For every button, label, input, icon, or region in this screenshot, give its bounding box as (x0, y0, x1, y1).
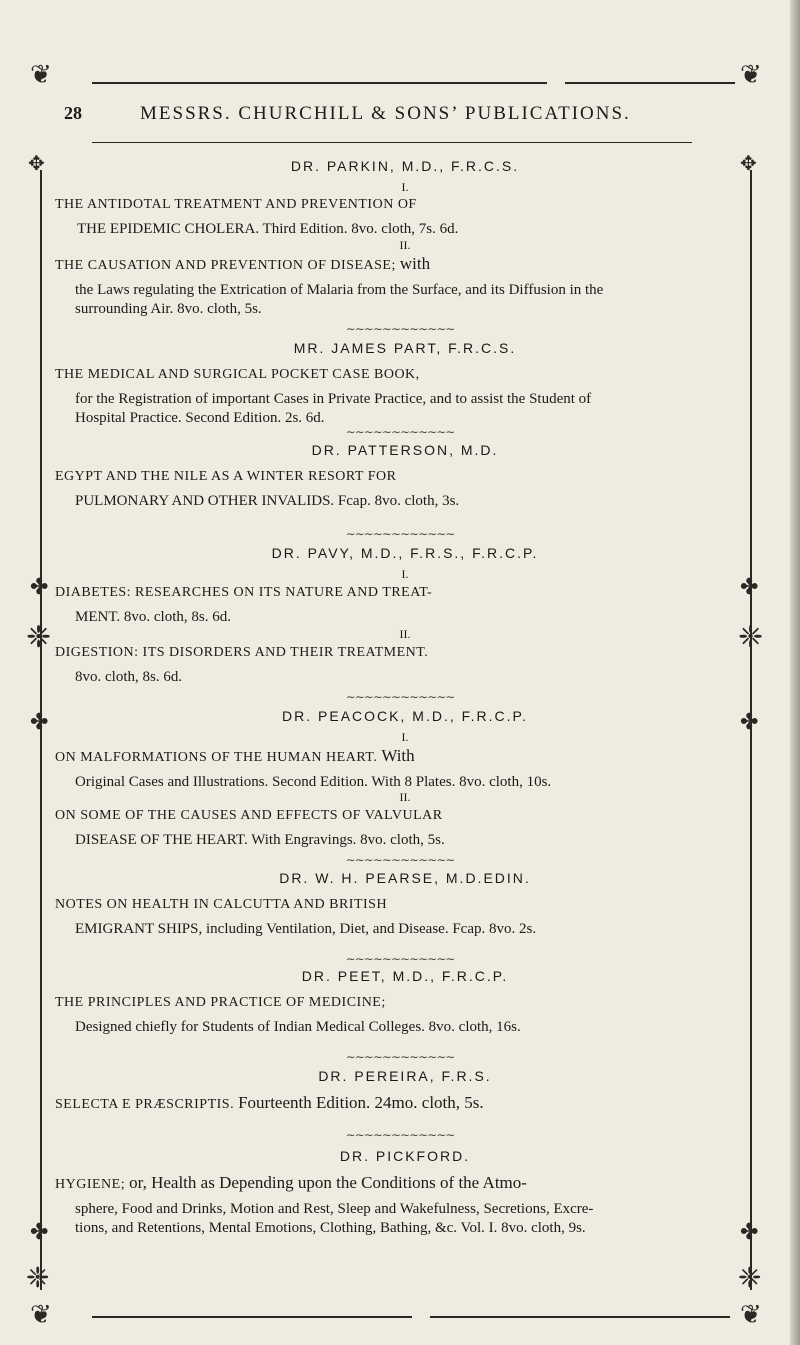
work-numeral: I. (401, 730, 409, 744)
section-separator: ∼∼∼∼∼∼∼∼∼∼∼∼ (345, 527, 455, 541)
work-title: THE PRINCIPLES AND PRACTICE OF MEDICINE; (55, 995, 386, 1010)
page-edge-shadow (790, 0, 800, 1345)
work-title: THE CAUSATION AND PREVENTION OF DISEASE; (55, 258, 396, 273)
author-heading: DR. PAVY, M.D., F.R.S., F.R.C.P. (271, 545, 539, 561)
work-title: EGYPT AND THE NILE AS A WINTER RESORT FOR (55, 469, 397, 484)
border-ornament-icon: ✤ (740, 1220, 759, 1245)
work-title-tail: or, Health as Depending upon the Conditions of the Atmo- (129, 1173, 527, 1192)
work-description: sphere, Food and Drinks, Motion and Rest, Sleep and Wakefulness, Secretions, Excre- (75, 1201, 594, 1217)
corner-ornament-icon: ❦ (740, 60, 762, 90)
section-separator: ∼∼∼∼∼∼∼∼∼∼∼∼ (345, 1128, 455, 1142)
work-description: DISEASE OF THE HEART. With Engravings. 8vo. cloth, 5s. (75, 832, 445, 848)
catalogue-entry (55, 462, 755, 511)
work-numeral: II. (399, 790, 411, 804)
work-description: 8vo. cloth, 8s. 6d. (75, 669, 183, 685)
work-title: DIGESTION: ITS DISORDERS AND THEIR TREATMENT. (55, 645, 429, 660)
work-title: THE MEDICAL AND SURGICAL POCKET CASE BOOK, (55, 367, 420, 382)
running-head: MESSRS. CHURCHILL & SONS’ PUBLICATIONS. (140, 103, 631, 124)
work-numeral: I. (401, 180, 409, 194)
catalogue-entry (55, 741, 755, 792)
section-separator: ∼∼∼∼∼∼∼∼∼∼∼∼ (345, 425, 455, 439)
bottom-border-rule (92, 1316, 412, 1318)
catalogue-entry (55, 360, 755, 428)
catalogue-entry (55, 1168, 755, 1238)
catalogue-entry (55, 890, 755, 939)
work-description: MENT. 8vo. cloth, 8s. 6d. (75, 609, 231, 625)
work-numeral: I. (401, 567, 409, 581)
catalogue-entry (55, 249, 755, 319)
catalogue-entry (55, 801, 755, 850)
border-ornament-icon: ✤ (740, 575, 759, 600)
section-separator: ∼∼∼∼∼∼∼∼∼∼∼∼ (345, 1050, 455, 1064)
section-separator: ∼∼∼∼∼∼∼∼∼∼∼∼ (345, 952, 455, 966)
catalogue-entry (55, 1088, 755, 1120)
section-separator: ∼∼∼∼∼∼∼∼∼∼∼∼ (345, 853, 455, 867)
border-ornament-icon: ✤ (740, 710, 759, 735)
work-title: HYGIENE; (55, 1177, 126, 1192)
work-title: THE ANTIDOTAL TREATMENT AND PREVENTION OF (55, 197, 417, 212)
work-title: NOTES ON HEALTH IN CALCUTTA AND BRITISH (55, 897, 388, 912)
catalogue-entry (55, 578, 755, 627)
author-heading: DR. PICKFORD. (339, 1148, 471, 1164)
work-numeral: II. (399, 627, 411, 641)
work-title: ON SOME OF THE CAUSES AND EFFECTS OF VALVULAR (55, 808, 443, 823)
corner-ornament-icon: ❦ (740, 1300, 762, 1330)
work-title: ON MALFORMATIONS OF THE HUMAN HEART. (55, 750, 378, 765)
author-heading: DR. PEET, M.D., F.R.C.P. (301, 968, 509, 984)
work-description: THE EPIDEMIC CHOLERA. Third Edition. 8vo. cloth, 7s. 6d. (77, 221, 459, 237)
bottom-border-rule (430, 1316, 730, 1318)
author-heading: DR. PARKIN, M.D., F.R.C.S. (290, 158, 520, 174)
author-heading: MR. JAMES PART, F.R.C.S. (293, 340, 517, 356)
work-description: EMIGRANT SHIPS, including Ventilation, Diet, and Disease. Fcap. 8vo. 2s. (75, 921, 537, 937)
section-separator: ∼∼∼∼∼∼∼∼∼∼∼∼ (345, 690, 455, 704)
catalogue-entry (55, 638, 755, 687)
work-description: for the Registration of important Cases in Private Practice, and to assist the Student of (75, 391, 592, 407)
author-heading: DR. PEACOCK, M.D., F.R.C.P. (282, 708, 528, 724)
page-header (60, 103, 750, 133)
border-ornament-icon: ✥ (28, 151, 45, 175)
catalogue-entry (55, 190, 755, 239)
work-description: the Laws regulating the Extrication of Malaria from the Surface, and its Diffusion in the (75, 282, 604, 298)
header-rule (92, 142, 692, 143)
section-separator: ∼∼∼∼∼∼∼∼∼∼∼∼ (345, 322, 455, 336)
work-title-tail: Fourteenth Edition. 24mo. cloth, 5s. (238, 1093, 484, 1112)
corner-ornament-icon: ❦ (30, 1300, 52, 1330)
corner-ornament-icon: ❦ (30, 60, 52, 90)
border-ornament-icon: ❈ (26, 620, 52, 655)
border-ornament-icon: ❈ (738, 620, 764, 655)
border-ornament-icon: ❈ (26, 1261, 50, 1294)
author-heading: DR. PEREIRA, F.R.S. (318, 1068, 492, 1084)
border-ornament-icon: ✤ (30, 710, 49, 735)
page-number: 28 (64, 103, 82, 123)
work-description: Designed chiefly for Students of Indian Medical Colleges. 8vo. cloth, 16s. (75, 1019, 521, 1035)
work-description: tions, and Retentions, Mental Emotions, Clothing, Bathing, &c. Vol. I. 8vo. cloth, 9s. (75, 1220, 586, 1236)
work-title: SELECTA E PRÆSCRIPTIS. (55, 1097, 235, 1112)
top-border-rule (565, 82, 735, 84)
work-title-tail: With (381, 746, 415, 765)
top-border-rule (92, 82, 547, 84)
border-ornament-icon: ✤ (30, 1220, 49, 1245)
border-ornament-icon: ✤ (30, 575, 49, 600)
work-title-tail: with (399, 254, 431, 273)
author-heading: DR. W. H. PEARSE, M.D.EDIN. (279, 870, 531, 886)
border-ornament-icon: ✥ (740, 151, 757, 175)
work-description: surrounding Air. 8vo. cloth, 5s. (75, 301, 262, 317)
work-title: DIABETES: RESEARCHES ON ITS NATURE AND TREAT- (55, 585, 433, 600)
work-description: Original Cases and Illustrations. Second Edition. With 8 Plates. 8vo. cloth, 10s. (75, 774, 552, 790)
catalogue-entry (55, 988, 755, 1037)
work-description: Hospital Practice. Second Edition. 2s. 6d. (75, 410, 325, 426)
work-description: PULMONARY AND OTHER INVALIDS. Fcap. 8vo. cloth, 3s. (75, 493, 460, 509)
author-heading: DR. PATTERSON, M.D. (311, 442, 499, 458)
border-ornament-icon: ❈ (738, 1261, 762, 1294)
work-numeral: II. (399, 238, 411, 252)
